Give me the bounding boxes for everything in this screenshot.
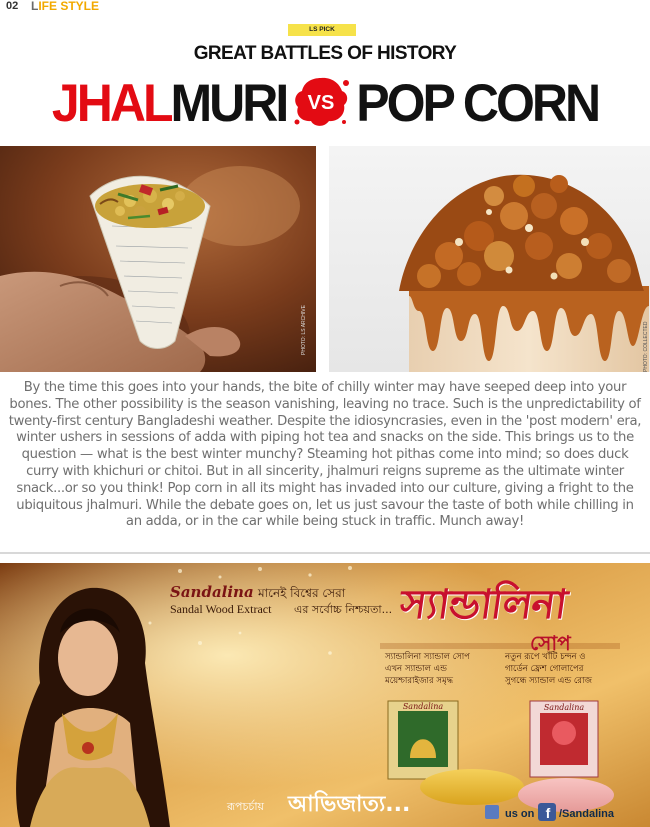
ad-copy-line: স্যান্ডালিনা স্যান্ডাল সোপ xyxy=(385,652,470,662)
ad-brand-name: Sandalina xyxy=(170,583,254,601)
facebook-icon xyxy=(538,803,556,821)
main-headline xyxy=(0,74,650,134)
section-name xyxy=(31,0,99,13)
section-letter: L xyxy=(31,0,39,13)
popcorn-photo xyxy=(329,146,650,372)
section-divider xyxy=(0,552,650,554)
ls-pick-tag: LS PICK xyxy=(288,24,356,36)
ad-copy-right xyxy=(505,651,630,687)
pack1-label: Sandalina xyxy=(402,702,444,711)
ad-tagline-large: আভিজাত্য... xyxy=(288,792,411,817)
kicker-headline: GREAT BATTLES OF HISTORY xyxy=(193,43,457,64)
left-photo-credit: PHOTO: LS ARCHIVE xyxy=(301,305,307,355)
vs-label: VS xyxy=(307,92,335,114)
ad-extract-text: Sandal Wood Extract xyxy=(170,602,272,616)
facebook-like-text: us on xyxy=(505,808,535,820)
headline-jhal: JHAL xyxy=(51,73,171,133)
page-number: 02 xyxy=(6,0,19,12)
vs-splat-icon xyxy=(292,74,350,126)
headline-popcorn: POP CORN xyxy=(356,73,599,133)
facebook-handle-link[interactable]: /Sandalina xyxy=(559,808,615,820)
pack2-label: Sandalina xyxy=(543,703,585,712)
ad-bengali-logo: স্যান্ডালিনা xyxy=(396,582,570,628)
ad-copy-line: নতুন রূপে খাঁটি চন্দন ও xyxy=(505,652,586,662)
ad-copy-line: গার্ডেন ফ্রেশ গোলাপের xyxy=(505,664,584,674)
ad-copy-line: এখন স্যান্ডাল এন্ড xyxy=(385,664,447,674)
article-body: By the time this goes into your hands, the bite of chilly winter may have seeped deep into your bones. The other possibility is the season vanishing, leaving no trace. Such is the unpredictability of twenty-first century Bangladeshi weather. Despite the idiosyncrasies, even in the 'post modern' era, winter ushers in sessions of adda with piping hot tea and snacks on the side. This brings us to the question — what is the best winter munchy? Steaming hot pithas come into mind; so does duck curry with khichuri or chitoi. But in all sincerity, jhalmuri reigns supreme as the ultimate winter snack...or so you think! Pop corn in all its might has invaded into our culture, giving a fright to the ubiquitous jhalmuri. While the debate goes on, let us just savour the taste of both while chilling in an adda, or in the car while being stuck in traffic. Munch away! xyxy=(8,380,642,530)
ad-brand-tagline: মানেই বিশ্বের সেরা xyxy=(258,586,346,600)
sandalina-advertisement xyxy=(0,563,650,827)
svg-text:f: f xyxy=(545,805,551,821)
ad-soap-word: সোপ xyxy=(530,631,571,655)
facebook-like-icon xyxy=(485,805,499,819)
right-photo-credit: PHOTO: COLLECTED xyxy=(643,321,649,372)
ad-tagline-small: রূপচর্চায় xyxy=(227,800,265,813)
ad-copy-line: সুগন্ধে স্যান্ডাল এন্ড রোজ xyxy=(505,676,593,686)
ad-copy-left xyxy=(385,651,493,687)
ad-extract-bengali: এর সর্বোচ্চ নিশ্চয়তা... xyxy=(294,603,393,616)
headline-muri: MURI xyxy=(170,73,287,133)
jhalmuri-photo xyxy=(0,146,316,372)
ad-copy-line: ময়েশ্চারাইজার সমৃদ্ধ xyxy=(385,676,453,686)
section-rest: IFE STYLE xyxy=(38,0,100,13)
